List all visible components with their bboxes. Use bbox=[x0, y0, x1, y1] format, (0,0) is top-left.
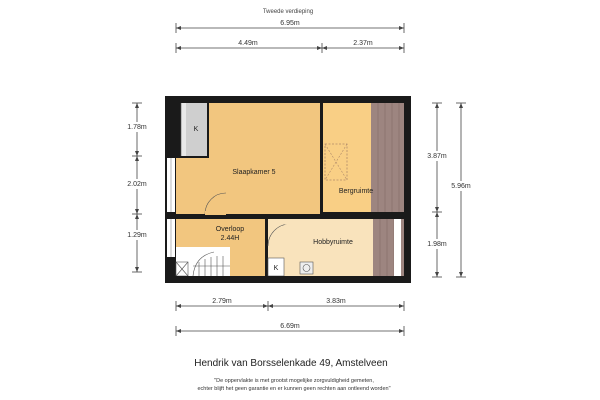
right-dimensions bbox=[423, 103, 475, 277]
dim-right-1: 3.87m bbox=[427, 153, 447, 160]
dim-left-3: 1.29m bbox=[127, 232, 147, 239]
label-hobbyruimte: Hobbyruimte bbox=[313, 239, 353, 246]
top-dimensions bbox=[176, 20, 404, 53]
dim-left-2: 2.02m bbox=[127, 181, 147, 188]
label-slaapkamer: Slaapkamer 5 bbox=[232, 169, 276, 176]
disclaimer-line-2: echter blijft het geen garantie en er kunnen geen rechten aan ontleend worden" bbox=[197, 386, 391, 392]
label-closet-k2: K bbox=[273, 265, 279, 272]
dim-bottom-total: 6.69m bbox=[280, 323, 300, 330]
appliance-icon bbox=[300, 262, 313, 274]
address: Hendrik van Borsselenkade 49, Amstelveen bbox=[194, 358, 388, 369]
bottom-dimensions bbox=[176, 298, 404, 336]
label-overloop: Overloop bbox=[215, 226, 245, 233]
disclaimer-line-1: "De oppervlakte is met grootst mogelijke zorgvuldigheid gemeten, bbox=[214, 378, 374, 384]
floor-title: Tweede verdieping bbox=[262, 9, 314, 15]
label-overloop-height: 2.44H bbox=[220, 235, 240, 242]
left-dimensions bbox=[122, 103, 152, 272]
dim-top-left: 4.49m bbox=[238, 40, 258, 47]
plan-body bbox=[165, 96, 411, 283]
dim-left-1: 1.78m bbox=[127, 124, 147, 131]
label-closet-k1: K bbox=[193, 126, 199, 133]
dim-bottom-right: 3.83m bbox=[326, 298, 346, 305]
dim-bottom-left: 2.79m bbox=[212, 298, 232, 305]
dim-top-total: 6.95m bbox=[280, 20, 300, 27]
label-bergruimte: Bergruimte bbox=[338, 188, 374, 195]
dim-right-2: 1.98m bbox=[427, 241, 447, 248]
dim-right-total: 5.96m bbox=[451, 183, 471, 190]
dim-top-right: 2.37m bbox=[353, 40, 373, 47]
